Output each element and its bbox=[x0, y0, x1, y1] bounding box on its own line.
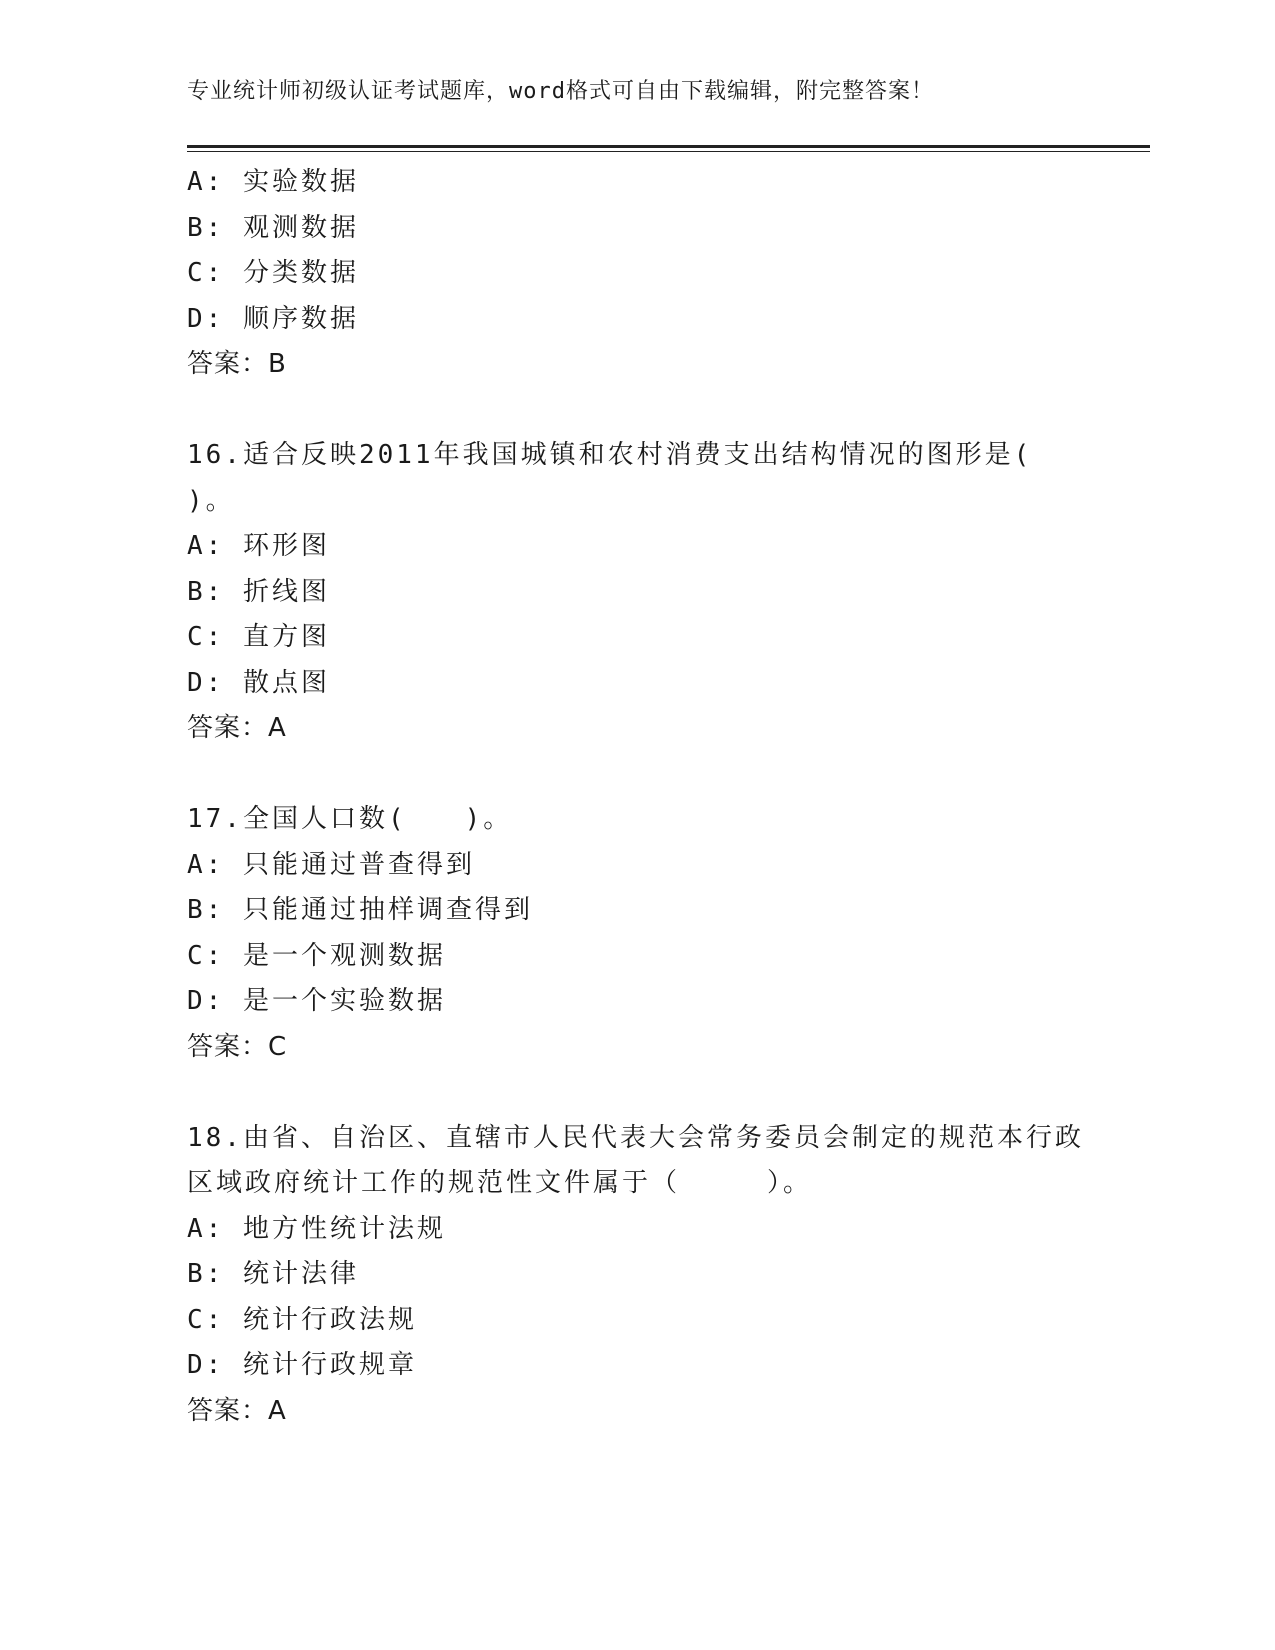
option-letter: D: bbox=[187, 667, 225, 698]
option-row bbox=[187, 206, 1087, 252]
option-row bbox=[187, 1252, 1087, 1298]
option-letter: D: bbox=[187, 986, 225, 1016]
option-row bbox=[187, 297, 1087, 343]
option-letter: B: bbox=[187, 1259, 225, 1289]
option-text: 直方图 bbox=[242, 622, 330, 652]
option-row bbox=[187, 570, 1087, 616]
option-text: 统计法律 bbox=[242, 1259, 359, 1289]
question-block bbox=[187, 388, 1087, 752]
option-row bbox=[187, 888, 1087, 934]
header-rule-thin bbox=[187, 151, 1150, 152]
page-header: 专业统计师初级认证考试题库，word格式可自由下载编辑，附完整答案！ bbox=[187, 79, 934, 104]
block-spacer bbox=[187, 1070, 1087, 1116]
answer-line: 答案：B bbox=[187, 349, 287, 379]
option-row bbox=[187, 1207, 1087, 1253]
option-text: 顺序数据 bbox=[242, 303, 359, 334]
option-letter: A: bbox=[187, 167, 225, 197]
question-stem: 17.全国人口数( )。 bbox=[187, 804, 513, 834]
option-text: 实验数据 bbox=[242, 167, 359, 197]
option-text: 统计行政法规 bbox=[242, 1304, 417, 1335]
option-letter: C: bbox=[187, 940, 225, 971]
option-row bbox=[187, 251, 1087, 297]
option-row bbox=[187, 524, 1087, 570]
block-spacer bbox=[187, 752, 1087, 798]
option-letter: C: bbox=[187, 622, 225, 652]
option-letter: B: bbox=[187, 576, 225, 607]
option-text: 折线图 bbox=[242, 576, 330, 607]
option-letter: C: bbox=[187, 258, 225, 288]
question-stem: 16.适合反映2011年我国城镇和农村消费支出结构情况的图形是( bbox=[187, 440, 1033, 470]
question-block bbox=[187, 160, 1087, 388]
option-letter: A: bbox=[187, 1213, 225, 1244]
option-letter: B: bbox=[187, 895, 225, 925]
option-letter: A: bbox=[187, 849, 225, 880]
option-text: 统计行政规章 bbox=[242, 1350, 417, 1380]
option-text: 是一个实验数据 bbox=[242, 986, 446, 1016]
option-letter: D: bbox=[187, 1350, 225, 1380]
option-text: 只能通过普查得到 bbox=[242, 849, 475, 880]
option-letter: B: bbox=[187, 212, 225, 243]
option-text: 是一个观测数据 bbox=[242, 940, 446, 971]
option-row bbox=[187, 1298, 1087, 1344]
option-row bbox=[187, 661, 1087, 707]
answer-line: 答案：A bbox=[187, 713, 287, 743]
option-row bbox=[187, 843, 1087, 889]
question-block bbox=[187, 1070, 1087, 1434]
option-row bbox=[187, 934, 1087, 980]
option-text: 地方性统计法规 bbox=[242, 1213, 446, 1244]
option-row bbox=[187, 979, 1087, 1025]
question-list bbox=[187, 160, 1087, 1434]
question-stem: 18.由省、自治区、直辖市人民代表大会常务委员会制定的规范本行政 bbox=[187, 1122, 1084, 1153]
option-text: 分类数据 bbox=[242, 258, 359, 288]
option-letter: A: bbox=[187, 531, 225, 561]
option-text: 环形图 bbox=[242, 531, 330, 561]
question-stem: )。 bbox=[187, 485, 235, 516]
header-rule bbox=[187, 145, 1150, 148]
option-text: 只能通过抽样调查得到 bbox=[242, 895, 533, 925]
option-row bbox=[187, 615, 1087, 661]
option-row bbox=[187, 1343, 1087, 1389]
option-letter: C: bbox=[187, 1304, 225, 1335]
option-row bbox=[187, 160, 1087, 206]
question-block bbox=[187, 752, 1087, 1071]
answer-line: 答案：A bbox=[187, 1395, 287, 1426]
option-text: 散点图 bbox=[242, 667, 330, 698]
option-letter: D: bbox=[187, 303, 225, 334]
answer-line: 答案：C bbox=[187, 1031, 288, 1062]
question-stem: 区域政府统计工作的规范性文件属于（ ）。 bbox=[187, 1168, 813, 1198]
option-text: 观测数据 bbox=[242, 212, 359, 243]
block-spacer bbox=[187, 388, 1087, 434]
